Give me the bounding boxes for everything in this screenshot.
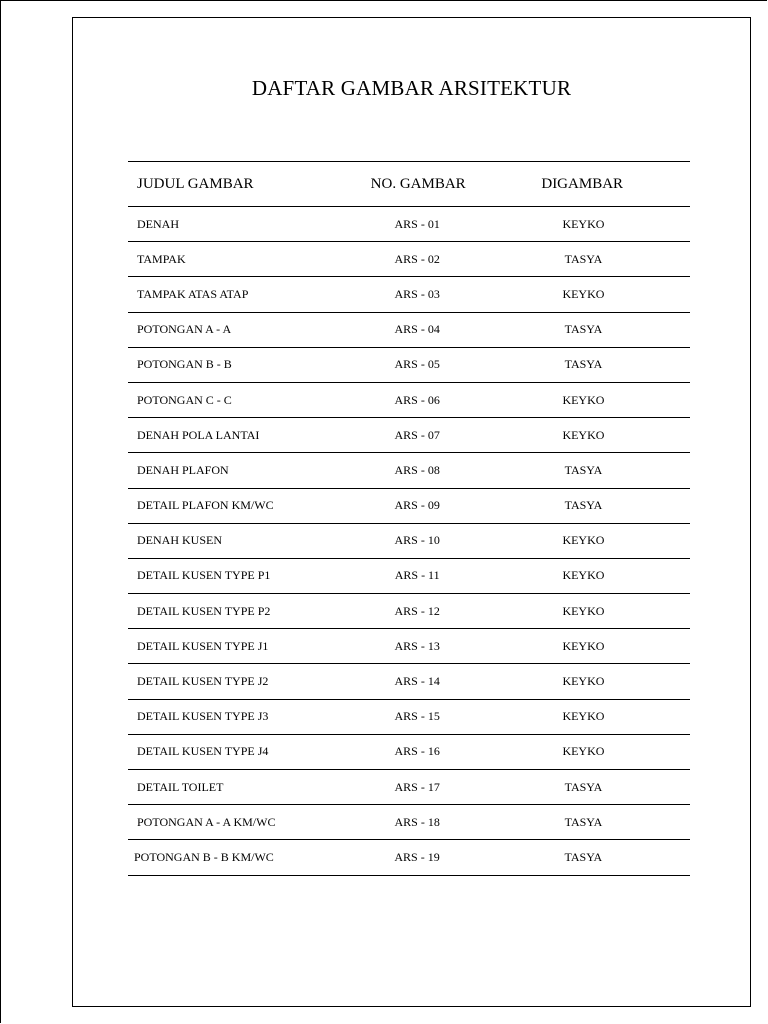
table-row	[128, 277, 690, 312]
cell-digambar: TASYA	[564, 357, 603, 372]
cell-digambar: KEYKO	[562, 533, 605, 548]
cell-no: ARS - 02	[394, 251, 440, 266]
cell-no: ARS - 11	[394, 568, 440, 583]
cell-no: ARS - 19	[394, 849, 440, 864]
cell-judul: POTONGAN B - B KM/WC	[134, 849, 274, 864]
cell-no: ARS - 15	[394, 709, 440, 724]
cell-digambar: KEYKO	[562, 638, 605, 653]
column-header-judul: JUDUL GAMBAR	[137, 175, 254, 192]
cell-digambar: KEYKO	[562, 674, 605, 689]
table-row	[128, 700, 690, 735]
cell-no: ARS - 18	[394, 814, 440, 829]
cell-no: ARS - 14	[394, 674, 440, 689]
table-row	[128, 594, 690, 629]
cell-judul: DETAIL PLAFON KM/WC	[137, 498, 274, 513]
cell-digambar: TASYA	[564, 498, 603, 513]
cell-no: ARS - 03	[394, 286, 440, 301]
cell-judul: DENAH	[137, 216, 179, 231]
table-row	[128, 348, 690, 383]
column-header-no: NO. GAMBAR	[370, 175, 466, 192]
cell-judul: DETAIL KUSEN TYPE J2	[137, 674, 269, 689]
table-row	[128, 664, 690, 699]
table-row	[128, 489, 690, 524]
table-row	[128, 629, 690, 664]
cell-judul: POTONGAN B - B	[137, 357, 232, 372]
cell-judul: DENAH KUSEN	[137, 533, 222, 548]
cell-judul: DETAIL KUSEN TYPE J3	[137, 709, 269, 724]
cell-no: ARS - 05	[394, 357, 440, 372]
cell-no: ARS - 09	[394, 498, 440, 513]
cell-digambar: TASYA	[564, 849, 603, 864]
table-row	[128, 242, 690, 277]
cell-digambar: KEYKO	[562, 603, 605, 618]
cell-judul: POTONGAN A - A KM/WC	[137, 814, 276, 829]
cell-no: ARS - 17	[394, 779, 440, 794]
cell-no: ARS - 08	[394, 462, 440, 477]
table-row	[128, 207, 690, 242]
document-title: DAFTAR GAMBAR ARSITEKTUR	[251, 76, 572, 100]
cell-judul: DETAIL KUSEN TYPE P1	[137, 568, 271, 583]
table-row	[128, 313, 690, 348]
cell-digambar: TASYA	[564, 814, 603, 829]
table-row	[128, 805, 690, 840]
cell-judul: DENAH PLAFON	[137, 462, 229, 477]
cell-judul: DETAIL KUSEN TYPE P2	[137, 603, 271, 618]
cell-no: ARS - 10	[394, 533, 440, 548]
cell-no: ARS - 16	[394, 744, 440, 759]
table-row	[128, 418, 690, 453]
table-header	[128, 161, 690, 207]
cell-judul: TAMPAK	[137, 251, 186, 266]
cell-digambar: KEYKO	[562, 427, 605, 442]
cell-judul: POTONGAN A - A	[137, 322, 232, 337]
cell-judul: DENAH POLA LANTAI	[137, 427, 260, 442]
cell-no: ARS - 01	[394, 216, 440, 231]
cell-judul: TAMPAK ATAS ATAP	[137, 286, 249, 301]
cell-no: ARS - 12	[394, 603, 440, 618]
cell-digambar: KEYKO	[562, 286, 605, 301]
table-row	[128, 559, 690, 594]
cell-digambar: TASYA	[564, 462, 603, 477]
table-row	[128, 735, 690, 770]
table-row	[128, 770, 690, 805]
cell-judul: DETAIL KUSEN TYPE J4	[137, 744, 269, 759]
cell-digambar: KEYKO	[562, 744, 605, 759]
table-row	[128, 524, 690, 559]
cell-no: ARS - 07	[394, 427, 440, 442]
cell-digambar: KEYKO	[562, 568, 605, 583]
cell-judul: DETAIL KUSEN TYPE J1	[137, 638, 269, 653]
column-header-digambar: DIGAMBAR	[541, 175, 624, 192]
drawing-list-table	[128, 161, 690, 876]
cell-no: ARS - 04	[394, 322, 440, 337]
cell-no: ARS - 06	[394, 392, 440, 407]
cell-digambar: TASYA	[564, 779, 603, 794]
cell-digambar: KEYKO	[562, 392, 605, 407]
table-body	[128, 207, 690, 876]
table-row	[128, 383, 690, 418]
cell-digambar: KEYKO	[562, 216, 605, 231]
cell-judul: POTONGAN C - C	[137, 392, 232, 407]
cell-digambar: TASYA	[564, 322, 603, 337]
cell-judul: DETAIL TOILET	[137, 779, 224, 794]
table-row	[128, 453, 690, 488]
cell-digambar: TASYA	[564, 251, 603, 266]
table-row	[128, 840, 690, 875]
cell-digambar: KEYKO	[562, 709, 605, 724]
cell-no: ARS - 13	[394, 638, 440, 653]
